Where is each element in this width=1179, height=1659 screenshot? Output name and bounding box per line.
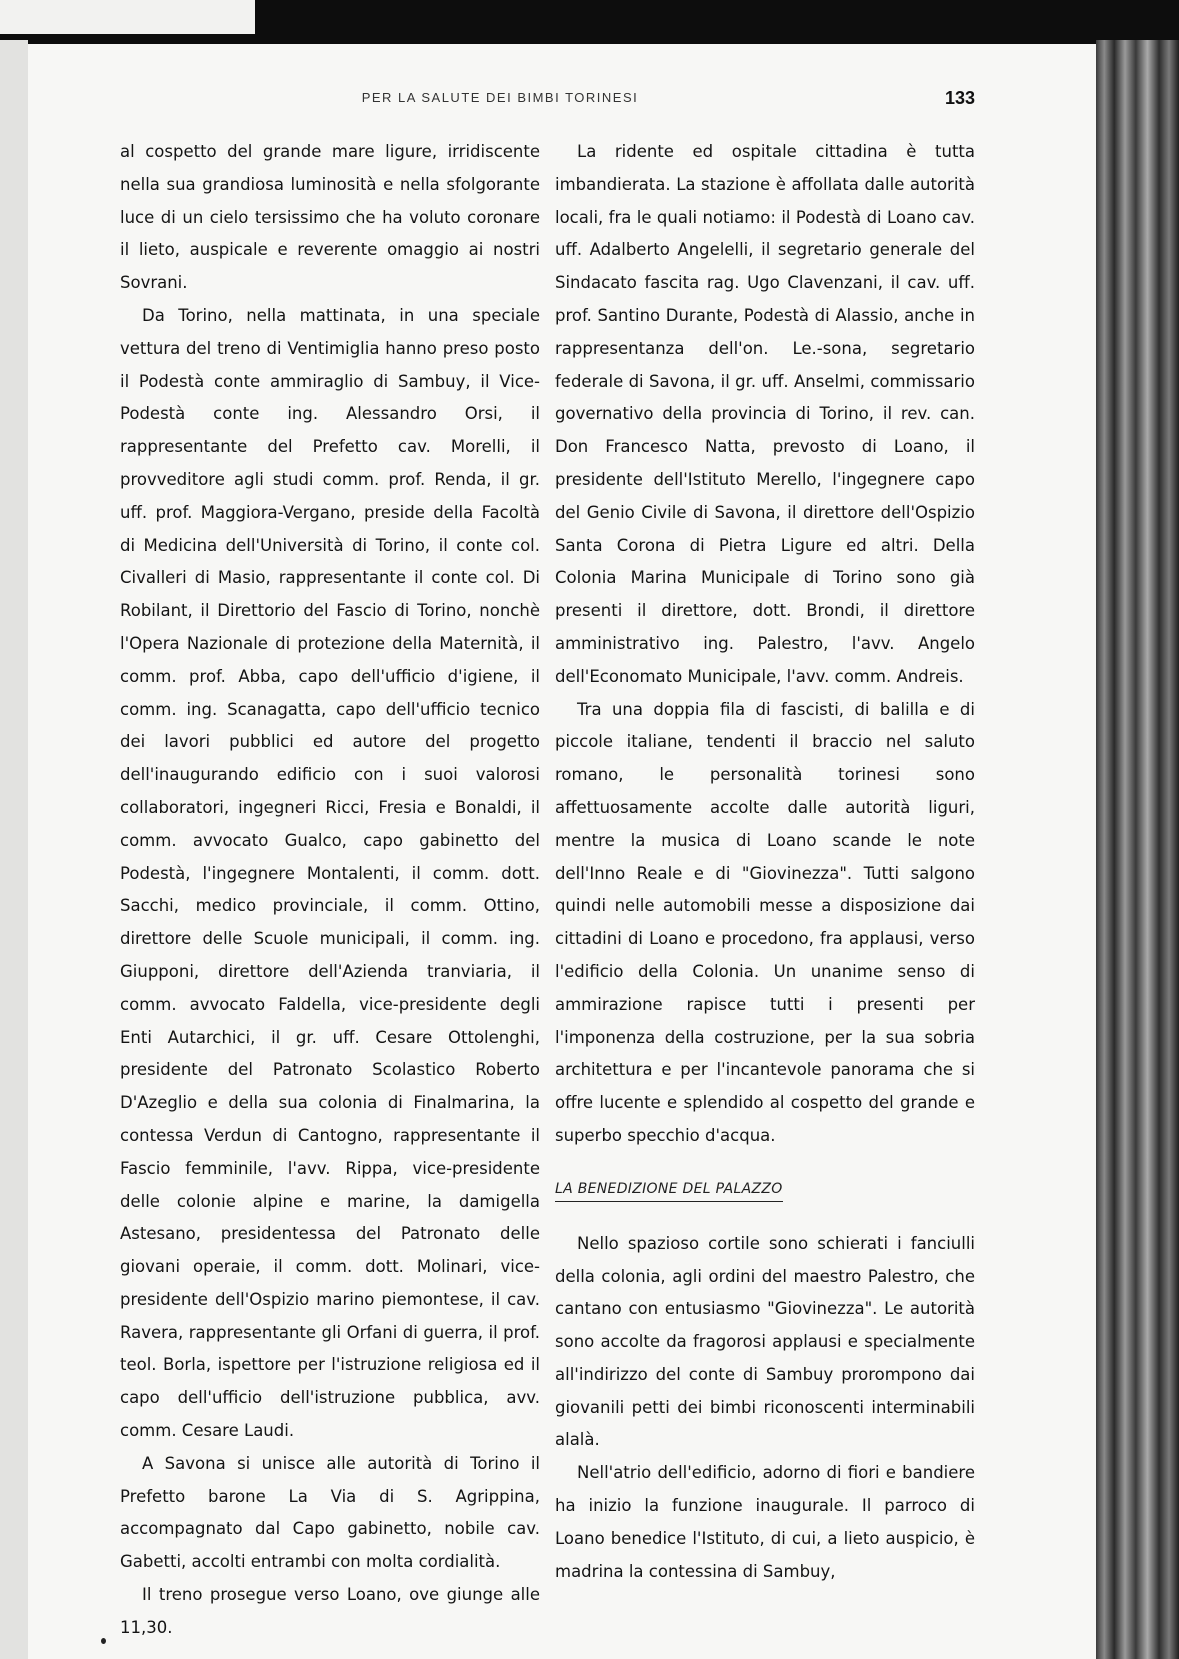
paragraph: Il treno prosegue verso Loano, ove giunge alle 11,30. bbox=[120, 1585, 540, 1637]
left-text-column bbox=[120, 136, 540, 1637]
scan-left-margin bbox=[0, 40, 28, 1659]
right-text-column bbox=[555, 136, 975, 1586]
paragraph: Da Torino, nella mattinata, in una speciale vettura del treno di Ventimiglia hanno preso posto il Podestà conte ammiraglio di Sambuy, il Vice-Podestà conte ing. Alessandro Orsi, il rappresentante del Prefetto cav. Morelli, il provveditore agli studi comm. prof. Renda, il gr. uff. prof. Maggiora-Vergano, preside della Facoltà di Medicina dell'Università di Torino, il conte col. Civalleri di Masio, rappresentante il conte col. Di Robilant, il Direttorio del Fascio di Torino, nonchè l'Opera Nazionale di protezione della Maternità, il comm. prof. Abba, capo dell'ufficio d'igiene, il comm. ing. Scanagatta, capo dell'ufficio tecnico dei lavori pubblici ed autore del progetto dell'inaugurando edificio con i suoi valorosi collaboratori, ingegneri Ricci, Fresia e Bonaldi, il comm. avvocato Gualco, capo gabinetto del Podestà, l'ingegnere Montalenti, il comm. dott. Sacchi, medico provinciale, il comm. Ottino, direttore delle Scuole municipali, il comm. ing. Giupponi, direttore dell'Azienda tranviaria, il comm. avvocato Faldella, vice-presidente degli Enti Autarchici, il gr. uff. Cesare Ottolenghi, presidente del Patronato Scolastico Roberto D'Azeglio e della sua colonia di Finalmarina, la contessa Verdun di Cantogno, rappresentante il Fascio femminile, l'avv. Rippa, vice-presidente delle colonie alpine e marine, la damigella Astesano, presidentessa del Patronato delle giovani operaie, il comm. dott. Molinari, vice-presidente dell'Ospizio marino piemontese, il cav. Ravera, rappresentante gli Orfani di guerra, il prof. teol. Borla, ispettore per l'istruzione religiosa ed il capo dell'ufficio dell'istruzione pubblica, avv. comm. Cesare Laudi. bbox=[120, 305, 540, 1441]
scan-top-corner bbox=[0, 0, 255, 34]
paragraph: Tra una doppia fila di fascisti, di balilla e di piccole italiane, tendenti il braccio nel saluto romano, le personalità torinesi sono affettuosamente accolte dalle autorità liguri, mentre la musica di Loano scande le note dell'Inno Reale e di "Giovinezza". Tutti salgono quindi nelle automobili messe a disposizione dai cittadini di Loano e procedono, fra applausi, verso l'edificio della Colonia. Un unanime senso di ammirazione rapisce tutti i presenti per l'imponenza della costruzione, per la sua sobria architettura e per l'incantevole panorama che si offre lucente e splendido al cospetto del grande e superbo specchio d'acqua. bbox=[555, 699, 975, 1145]
scan-speck bbox=[101, 1638, 106, 1644]
paragraph: La ridente ed ospitale cittadina è tutta imbandierata. La stazione è affollata dalle autorità locali, fra le quali notiamo: il Podestà di Loano cav. uff. Adalberto Angelelli, il segretario generale del Sindacato fascita rag. Ugo Clavenzani, il cav. uff. prof. Santino Durante, Podestà di Alassio, anche in rappresentanza dell'on. Le.-sona, segretario federale di Savona, il gr. uff. Anselmi, commissario governativo della provincia di Torino, il rev. can. Don Francesco Natta, prevosto di Loano, il presidente dell'Istituto Merello, l'ingegnere capo del Genio Civile di Savona, il direttore dell'Ospizio Santa Corona di Pietra Ligure ed altri. Della Colonia Marina Municipale di Torino sono già presenti il direttore, dott. Brondi, il direttore amministrativo ing. Palestro, l'avv. Angelo dell'Economato Municipale, l'avv. comm. Andreis. bbox=[555, 142, 975, 686]
page-number: 133 bbox=[944, 88, 975, 108]
running-title: PER LA SALUTE DEI BIMBI TORINESI bbox=[361, 90, 639, 105]
paragraph: Nell'atrio dell'edificio, adorno di fiori e bandiere ha inizio la funzione inaugurale. Il parroco di Loano benedice l'Istituto, di cui, a lieto auspicio, è madrina la contessina di Sambuy, bbox=[555, 1463, 975, 1581]
paragraph: A Savona si unisce alle autorità di Torino il Prefetto barone La Via di S. Agrippina, accompagnato dal Capo gabinetto, nobile cav. Gabetti, accolti entrambi con molta cordialità. bbox=[120, 1453, 540, 1572]
paragraph: al cospetto del grande mare ligure, irridiscente nella sua grandiosa luminosità e nella sfolgorante luce di un cielo tersissimo che ha voluto coronare il lieto, auspicale e reverente omaggio ai nostri Sovrani. bbox=[120, 142, 540, 293]
running-header bbox=[120, 88, 975, 112]
book-page-edges bbox=[1096, 40, 1179, 1659]
paragraph: Nello spazioso cortile sono schierati i fanciulli della colonia, agli ordini del maestro Palestro, che cantano con entusiasmo "Giovinezza". Le autorità sono accolte da fragorosi applausi e specialmente all'indirizzo del conte di Sambuy prorompono dai giovanili petti dei bimbi riconoscenti interminabili alalà. bbox=[555, 1233, 975, 1450]
section-heading: LA BENEDIZIONE DEL PALAZZO bbox=[555, 1179, 783, 1202]
